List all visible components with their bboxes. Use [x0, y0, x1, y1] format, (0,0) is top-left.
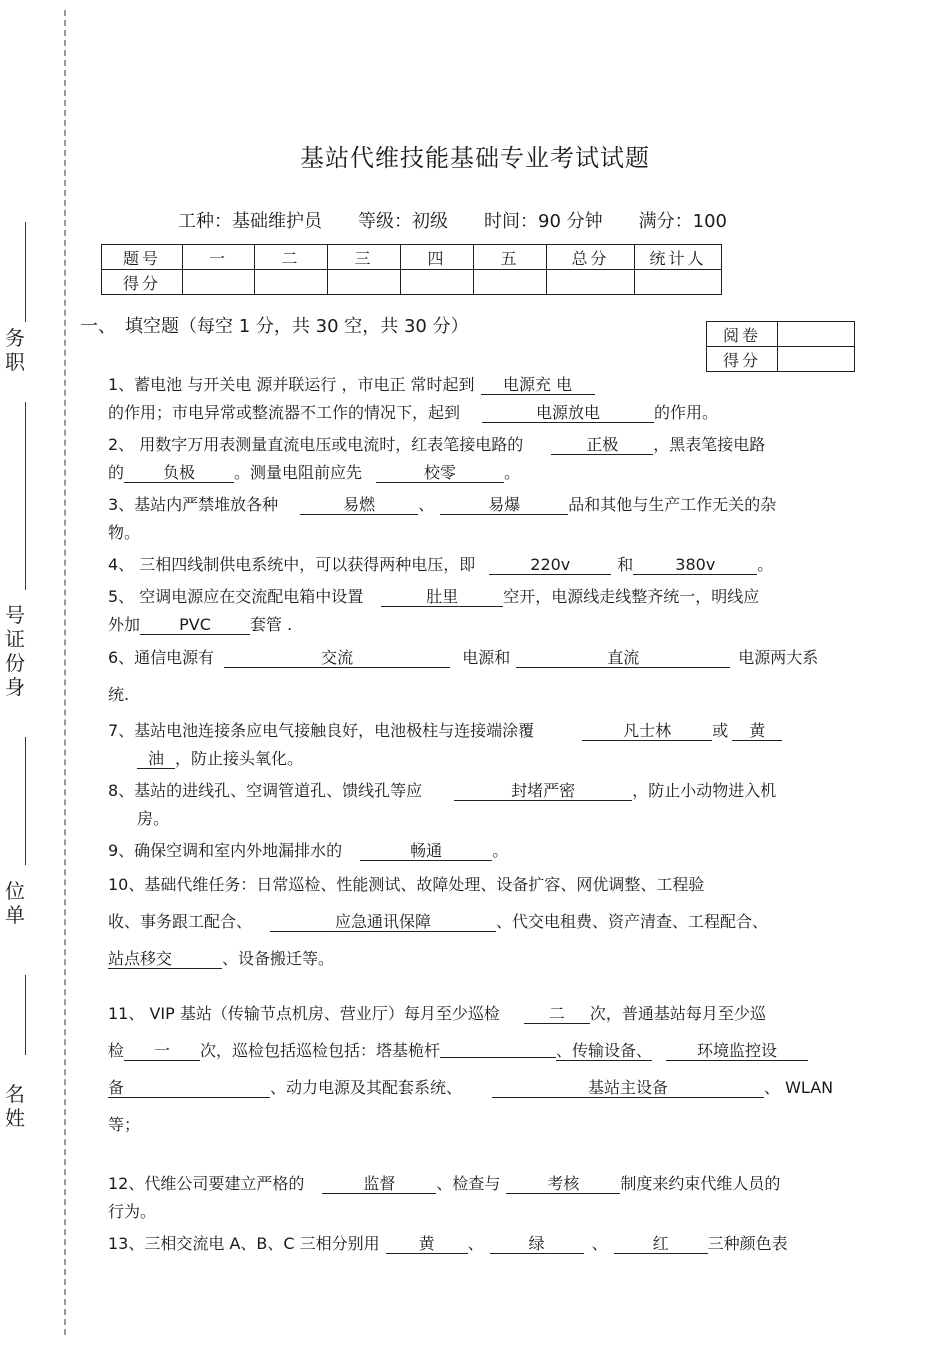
question-line	[108, 1231, 788, 1254]
side-divider-line	[25, 975, 26, 1055]
question-text: 。	[504, 463, 521, 482]
side-label-char: 位	[5, 879, 25, 903]
answer-blank: 电源充 电	[481, 375, 595, 395]
answer-blank: 380v	[633, 555, 757, 575]
question-text: 9、确保空调和室内外地漏排水的	[108, 841, 343, 860]
question-text: 行为。	[108, 1202, 157, 1221]
answer-blank: 基站主设备	[492, 1078, 764, 1098]
answer-blank: 一	[124, 1041, 200, 1061]
section-heading: 一、 填空题（每空 1 分，共 30 空，共 30 分）	[80, 316, 469, 337]
question-text: 8、基站的进线孔、空调管道孔、馈线孔等应	[108, 781, 423, 800]
side-divider-line	[25, 737, 26, 865]
side-label-char: 份	[5, 651, 25, 675]
score-table-row	[102, 270, 722, 295]
question-line	[108, 520, 140, 543]
answer-blank: 直流	[516, 648, 730, 668]
question-text: 、	[467, 1234, 484, 1253]
question-line	[108, 1112, 140, 1135]
question-line	[108, 909, 768, 932]
question-text: 和	[617, 555, 634, 574]
question-text: 的	[108, 463, 125, 482]
answer-blank: 油	[137, 749, 175, 769]
question-text: 12、代维公司要建立严格的	[108, 1174, 305, 1193]
question-text: 、代交电租费、资产清查、工程配合、	[496, 912, 769, 931]
question-line	[137, 746, 303, 769]
question-text: 。	[492, 841, 509, 860]
question-text: 1、蓄电池 与开关电 源并联运行 ，市电正 常时起到	[108, 375, 475, 394]
answer-blank	[440, 1038, 556, 1058]
question-text: 或	[712, 721, 729, 740]
side-label-position	[4, 326, 26, 374]
answer-blank: 凡士林	[582, 721, 712, 741]
side-label-char: 职	[5, 350, 25, 374]
answer-blank: 220v	[489, 555, 611, 575]
question-text: 物。	[108, 523, 141, 542]
side-label-char: 身	[5, 675, 25, 699]
score-table	[101, 244, 722, 295]
question-text: 等；	[108, 1115, 141, 1134]
question-text: 房。	[137, 809, 170, 828]
question-text: 10、基础代维任务：日常巡检、性能测试、故障处理、设备扩容、网优调整、工程验	[108, 875, 705, 894]
score-header-cell: 总分	[547, 245, 635, 270]
question-text: 、设备搬迁等。	[222, 949, 335, 968]
side-label-name	[4, 1082, 26, 1130]
score-input-cell[interactable]	[474, 270, 547, 295]
question-line	[108, 1199, 156, 1222]
question-line	[108, 372, 595, 395]
answer-blank: 黄	[386, 1234, 468, 1254]
question-text: ，黑表笔接电路	[653, 435, 766, 454]
side-label-char: 单	[5, 903, 25, 927]
side-label-char: 名	[5, 1082, 25, 1106]
score-row-label: 得分	[102, 270, 183, 295]
side-label-unit	[4, 879, 26, 927]
answer-blank: 校零	[376, 463, 504, 483]
review-input-cell[interactable]	[778, 322, 855, 347]
side-label-char: 务	[5, 326, 25, 350]
side-divider-line	[25, 402, 26, 590]
score-header-cell: 五	[474, 245, 547, 270]
question-text: 空开，电源线走线整齐统一，明线应	[503, 587, 760, 606]
question-line	[108, 872, 704, 895]
question-line	[108, 682, 129, 705]
side-label-char: 号	[5, 603, 25, 627]
question-text: 5、 空调电源应在交流配电箱中设置	[108, 587, 364, 606]
question-text: ，防止接头氧化。	[175, 749, 304, 768]
answer-blank: 黄	[732, 721, 782, 741]
question-line	[108, 718, 782, 741]
question-text: 3、基站内严禁堆放各种	[108, 495, 279, 514]
score-header-cell: 统计人	[635, 245, 722, 270]
answer-blank: 红	[614, 1234, 708, 1254]
question-text: 品和其他与生产工作无关的杂	[568, 495, 777, 514]
answer-blank: 电源放电	[482, 403, 654, 423]
review-score-cell[interactable]	[778, 347, 855, 372]
question-line	[108, 584, 759, 607]
question-line	[108, 492, 776, 515]
score-input-cell[interactable]	[328, 270, 401, 295]
answer-blank: 考核	[506, 1174, 620, 1194]
question-text: 。	[757, 555, 774, 574]
question-line	[108, 778, 776, 801]
question-text: 。测量电阻前应先	[234, 463, 363, 482]
page-title: 基站代维技能基础专业考试试题	[300, 144, 650, 172]
answer-blank: 畅通	[360, 841, 492, 861]
question-text: 11、 VIP 基站（传输节点机房、营业厅）每月至少巡检	[108, 1004, 500, 1023]
score-input-cell[interactable]	[401, 270, 474, 295]
question-line	[108, 1075, 833, 1098]
question-text: 13、三相交流电 A、B、C 三相分别用	[108, 1234, 380, 1253]
answer-blank: 二	[524, 1004, 590, 1024]
answer-blank: 正极	[551, 435, 653, 455]
question-text: 电源两大系	[738, 648, 819, 667]
question-text: 、动力电源及其配套系统、	[270, 1078, 463, 1097]
question-text: 制度来约束代维人员的	[620, 1174, 781, 1193]
answer-blank: 封堵严密	[454, 781, 632, 801]
score-header-cell: 二	[255, 245, 328, 270]
question-line	[108, 400, 718, 423]
question-line	[137, 806, 169, 829]
question-text: 的作用。	[654, 403, 719, 422]
answer-blank: 环境监控设	[666, 1041, 808, 1061]
question-text: 统.	[108, 685, 130, 704]
answer-blank: PVC	[140, 615, 250, 635]
answer-blank: 备	[108, 1078, 270, 1098]
question-text: 的作用；市电异常或整流器不工作的情况下，起到	[108, 403, 461, 422]
answer-blank: 肚里	[381, 587, 503, 607]
question-text: 检	[108, 1041, 125, 1060]
answer-blank: 绿	[490, 1234, 584, 1254]
question-line	[108, 1001, 766, 1024]
question-line	[108, 552, 773, 575]
answer-blank: 站点移交	[108, 949, 222, 969]
question-line	[108, 432, 765, 455]
question-text: 外加	[108, 615, 141, 634]
score-header-cell: 三	[328, 245, 401, 270]
work-type: 工种：基础维护员	[178, 211, 322, 232]
answer-blank: 易爆	[440, 495, 568, 515]
question-text: 2、 用数字万用表测量直流电压或电流时，红表笔接电路的	[108, 435, 524, 454]
question-text: 电源和	[462, 648, 511, 667]
question-line	[108, 838, 508, 861]
question-text: 、 WLAN	[764, 1078, 834, 1097]
score-input-cell[interactable]	[547, 270, 635, 295]
question-line	[108, 612, 292, 635]
question-text: 套管 .	[250, 615, 293, 634]
answer-blank: 监督	[322, 1174, 436, 1194]
exam-info	[178, 207, 727, 233]
review-score-label: 得分	[707, 347, 778, 372]
answer-blank: 交流	[224, 648, 450, 668]
binding-dashed-line	[64, 10, 66, 1335]
question-text: 、传输设备、	[556, 1041, 653, 1060]
answer-blank: 应急通讯保障	[270, 912, 496, 932]
answer-blank: 负极	[124, 463, 234, 483]
question-text: 三种颜色表	[707, 1234, 788, 1253]
level: 等级：初级	[358, 211, 448, 232]
question-text: 次，普通基站每月至少巡	[589, 1004, 766, 1023]
review-label: 阅卷	[707, 322, 778, 347]
full-score: 满分：100	[638, 211, 727, 232]
question-text: 次，巡检包括巡检包括：塔基桅杆	[200, 1041, 441, 1060]
exam-time: 时间：90 分钟	[484, 211, 603, 232]
question-line	[108, 1171, 780, 1194]
score-input-cell[interactable]	[255, 270, 328, 295]
review-table	[706, 321, 855, 372]
question-text: 、	[591, 1234, 608, 1253]
question-text: 6、通信电源有	[108, 648, 215, 667]
side-label-char: 姓	[5, 1106, 25, 1130]
score-header-cell: 题号	[102, 245, 183, 270]
question-text: 7、基站电池连接条应电气接触良好，电池极柱与连接端涂覆	[108, 721, 535, 740]
side-label-char: 证	[5, 627, 25, 651]
question-line	[108, 946, 334, 969]
score-table-header-row	[102, 245, 722, 270]
question-line	[108, 1038, 808, 1061]
question-text: 、	[418, 495, 435, 514]
question-text: 4、 三相四线制供电系统中，可以获得两种电压，即	[108, 555, 476, 574]
side-label-id-number	[4, 603, 26, 699]
score-header-cell: 一	[183, 245, 255, 270]
question-line	[108, 645, 818, 668]
side-divider-line	[25, 222, 26, 322]
question-text: 、检查与	[436, 1174, 501, 1193]
question-text: ，防止小动物进入机	[632, 781, 777, 800]
score-input-cell[interactable]	[635, 270, 722, 295]
score-header-cell: 四	[401, 245, 474, 270]
score-input-cell[interactable]	[183, 270, 255, 295]
question-line	[108, 460, 520, 483]
answer-blank: 易燃	[300, 495, 418, 515]
question-text: 收、事务跟工配合、	[108, 912, 253, 931]
